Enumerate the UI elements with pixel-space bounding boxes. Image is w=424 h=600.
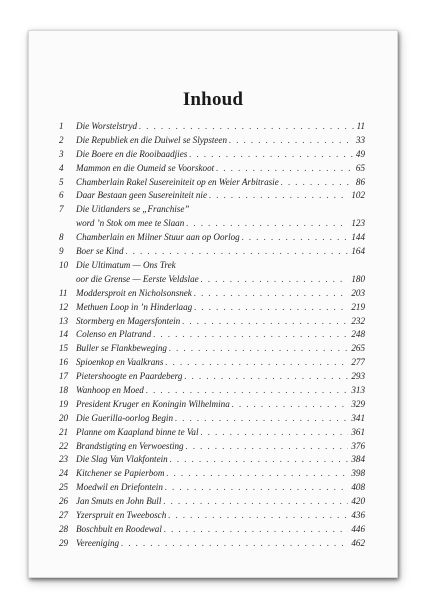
chapter-number: 16 xyxy=(59,357,69,368)
dot-leader xyxy=(232,398,349,412)
toc-entry xyxy=(59,120,365,134)
dot-leader xyxy=(184,370,348,384)
page-number: 341 xyxy=(351,412,365,423)
chapter-title: Chamberlain Rakel Susereiniteit op en Weier Arbitrasie xyxy=(76,176,279,187)
chapter-number: 14 xyxy=(59,329,69,340)
chapter-number: 2 xyxy=(59,134,64,145)
page-number: 329 xyxy=(351,398,365,409)
chapter-number: 4 xyxy=(59,162,64,173)
chapter-number: 17 xyxy=(59,371,69,382)
chapter-number: 28 xyxy=(59,523,69,534)
dot-leader xyxy=(194,301,348,315)
toc-entry xyxy=(59,245,365,259)
dot-leader xyxy=(169,342,348,356)
toc-entry xyxy=(59,301,365,315)
chapter-number: 23 xyxy=(59,454,69,465)
toc-entry xyxy=(59,315,365,329)
chapter-title: Methuen Loop in ’n Hinderlaag xyxy=(76,301,193,312)
chapter-title: Die Worstelstryd xyxy=(76,121,138,131)
page-number: 436 xyxy=(351,509,365,520)
page-number: 313 xyxy=(351,384,365,395)
chapter-title: Planne om Kaapland binne te Val xyxy=(76,426,199,437)
toc-entry xyxy=(59,412,365,426)
page-number: 462 xyxy=(351,537,365,548)
dot-leader xyxy=(201,426,349,440)
book-page xyxy=(28,30,398,578)
chapter-number: 24 xyxy=(59,468,69,479)
chapter-title: Colenso en Platrand xyxy=(76,329,152,340)
page-number: 33 xyxy=(355,134,365,145)
page-number: 65 xyxy=(355,162,365,173)
chapter-number: 8 xyxy=(59,232,64,243)
page-number: 446 xyxy=(351,523,365,534)
dot-leader xyxy=(281,176,353,190)
dot-leader xyxy=(189,148,353,162)
chapter-title: Moddersproit en Nicholsonsnek xyxy=(76,287,192,298)
chapter-title: Die Boere en die Rooibaadjies xyxy=(76,148,188,159)
toc-entry xyxy=(59,203,365,231)
chapter-title: Brandstigting en Verwoesting xyxy=(76,440,184,451)
toc-entry xyxy=(59,509,365,523)
chapter-title: word ’n Stok om mee te Slaan xyxy=(76,218,185,229)
dot-leader xyxy=(139,120,354,134)
dot-leader xyxy=(201,273,349,287)
dot-leader xyxy=(153,328,348,342)
chapter-number: 5 xyxy=(59,176,64,187)
page-number: 293 xyxy=(351,371,365,382)
chapter-number: 21 xyxy=(59,426,69,437)
chapter-title: Yzerspruit en Tweebosch xyxy=(76,509,167,520)
chapter-title: Die Republiek en die Duiwel se Slypsteen xyxy=(76,134,228,145)
chapter-title: oor die Grense — Eerste Veldslae xyxy=(76,273,199,284)
toc-entry xyxy=(59,328,365,342)
chapter-number: 19 xyxy=(59,398,69,409)
chapter-title: Moedwil en Driefontein xyxy=(76,482,163,493)
chapter-number: 25 xyxy=(59,482,69,493)
page-number: 203 xyxy=(351,287,365,298)
toc-entry xyxy=(59,342,365,356)
chapter-title: Die Guerilla-oorlog Begin xyxy=(76,412,173,423)
chapter-title: Vereeniging xyxy=(76,537,120,548)
chapter-title: Jan Smuts en John Bull xyxy=(76,496,162,507)
toc-entry xyxy=(59,453,365,467)
toc-entry xyxy=(59,495,365,509)
chapter-number: 22 xyxy=(59,440,69,451)
dot-leader xyxy=(229,134,353,148)
chapter-number: 26 xyxy=(59,496,69,507)
chapter-number: 15 xyxy=(59,343,69,354)
page-number: 164 xyxy=(351,246,365,257)
page-number: 86 xyxy=(355,176,365,187)
chapter-title: Chamberlain en Milner Stuur aan op Oorlog xyxy=(76,232,240,243)
toc-entry xyxy=(59,370,365,384)
toc-entry xyxy=(59,537,365,551)
dot-leader xyxy=(170,453,349,467)
dot-leader xyxy=(121,537,348,551)
chapter-number: 27 xyxy=(59,509,69,520)
chapter-number: 10 xyxy=(59,259,69,270)
page-title: Inhoud xyxy=(182,89,244,110)
dot-leader xyxy=(242,231,349,245)
dot-leader xyxy=(165,356,348,370)
dot-leader xyxy=(164,523,348,537)
chapter-number: 18 xyxy=(59,384,69,395)
chapter-title: President Kruger en Koningin Wilhelmina xyxy=(76,398,230,409)
dot-leader xyxy=(194,287,349,301)
page-number: 248 xyxy=(351,329,365,340)
chapter-title: Boer se Kind xyxy=(76,246,124,257)
chapter-title: Die Slag Van Vlakfontein xyxy=(76,454,168,465)
chapter-title: Mammon en die Oumeid se Voorskoot xyxy=(76,162,215,173)
chapter-number: 20 xyxy=(59,412,69,423)
chapter-number: 12 xyxy=(59,301,69,312)
chapter-title: Stormberg en Magersfontein xyxy=(76,315,181,326)
dot-leader xyxy=(163,495,348,509)
chapter-title: Wanhoop en Moed xyxy=(76,384,144,395)
page-number: 265 xyxy=(351,343,365,354)
chapter-title: Boschbult en Roodewal xyxy=(76,523,162,534)
chapter-number: 9 xyxy=(59,246,64,257)
toc-entry xyxy=(59,287,365,301)
page-number: 219 xyxy=(351,301,365,312)
toc-entry xyxy=(59,523,365,537)
chapter-title-line1: Die Ultimatum — Ons Trek xyxy=(76,259,176,270)
dot-leader xyxy=(175,412,348,426)
chapter-title-line1: Die Uitlanders se „Franchise” xyxy=(76,204,190,215)
chapter-number: 11 xyxy=(59,287,68,298)
dot-leader xyxy=(209,189,348,203)
chapter-title: Daar Bestaan geen Susereiniteit nie xyxy=(76,190,207,201)
toc-entry xyxy=(59,176,365,190)
page-number: 398 xyxy=(351,468,365,479)
chapter-title: Buller se Flankbeweging xyxy=(76,343,167,354)
dot-leader xyxy=(186,440,349,454)
page-number: 144 xyxy=(351,232,365,243)
dot-leader xyxy=(166,467,348,481)
toc-entry xyxy=(59,467,365,481)
toc-entry xyxy=(59,356,365,370)
dot-leader xyxy=(186,217,348,231)
chapter-number: 3 xyxy=(59,148,64,159)
page-number: 408 xyxy=(351,482,365,493)
page-number: 232 xyxy=(351,315,365,326)
chapter-number: 1 xyxy=(59,121,64,131)
chapter-number: 7 xyxy=(59,204,64,215)
chapter-number: 13 xyxy=(59,315,69,326)
page-number: 123 xyxy=(351,218,365,229)
toc-entry xyxy=(59,481,365,495)
page-number: 376 xyxy=(351,440,365,451)
toc-entry xyxy=(59,231,365,245)
dot-leader xyxy=(165,481,348,495)
toc-entry xyxy=(59,162,365,176)
toc-entry xyxy=(59,426,365,440)
dot-leader xyxy=(182,315,348,329)
dot-leader xyxy=(216,162,353,176)
page-number: 180 xyxy=(351,273,365,284)
page-number: 102 xyxy=(351,190,365,201)
page-number: 384 xyxy=(351,454,365,465)
toc-entry xyxy=(59,259,365,287)
chapter-title: Kitchener se Papierbom xyxy=(76,468,165,479)
toc-entry xyxy=(59,189,365,203)
dot-leader xyxy=(126,245,349,259)
chapter-title: Pietershoogte en Paardeberg xyxy=(76,371,183,382)
dot-leader xyxy=(168,509,348,523)
page-number: 11 xyxy=(356,121,365,131)
page-number: 420 xyxy=(351,496,365,507)
table-of-contents xyxy=(59,120,365,551)
chapter-title: Spioenkop en Vaalkrans xyxy=(76,357,164,368)
dot-leader xyxy=(146,384,349,398)
page-number: 49 xyxy=(355,148,365,159)
chapter-number: 29 xyxy=(59,537,69,548)
chapter-number: 6 xyxy=(59,190,64,201)
page-number: 361 xyxy=(351,426,365,437)
toc-entry xyxy=(59,148,365,162)
toc-entry xyxy=(59,134,365,148)
toc-entry xyxy=(59,384,365,398)
page-number: 277 xyxy=(351,357,365,368)
toc-entry xyxy=(59,398,365,412)
toc-entry xyxy=(59,440,365,454)
